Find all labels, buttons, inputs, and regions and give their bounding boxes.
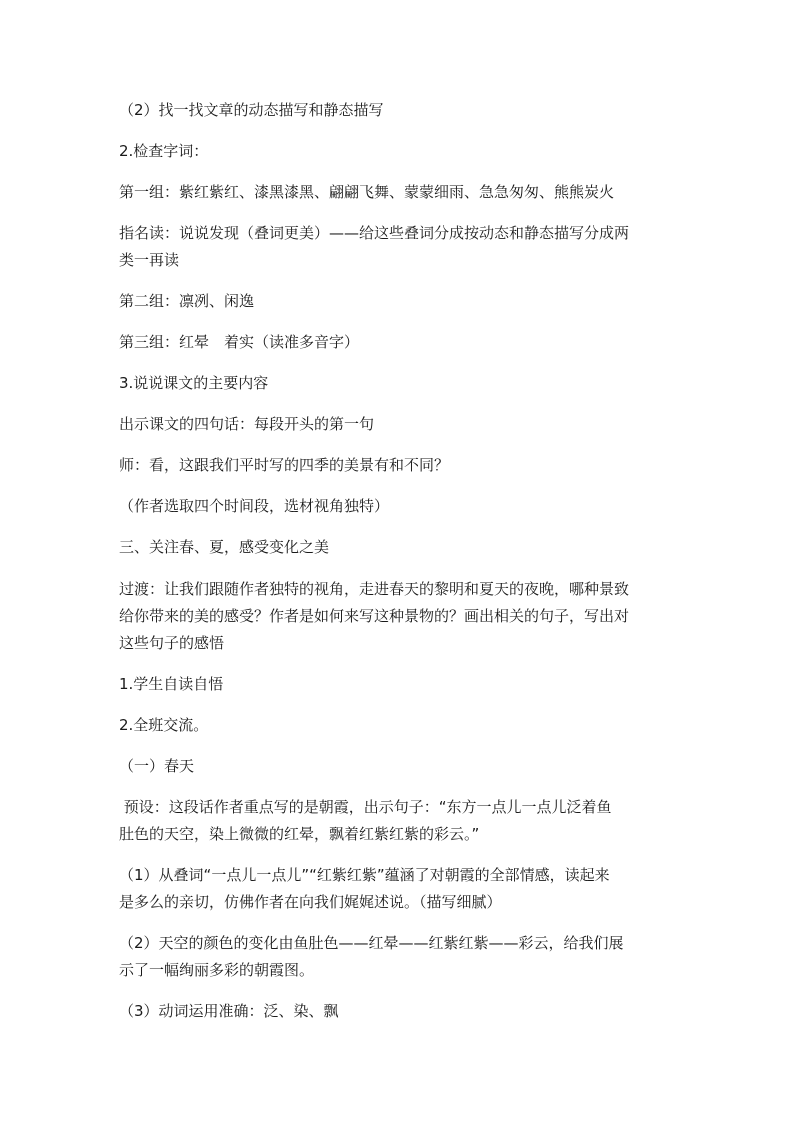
paragraph-point-1-line-2: 是多么的亲切，仿佛作者在向我们娓娓述说。（描写细腻） bbox=[119, 893, 502, 911]
paragraph-four-sentences: 出示课文的四句话：每段开头的第一句 bbox=[119, 415, 375, 433]
paragraph-group-3: 第三组：红晕 着实（读准多音字） bbox=[119, 333, 360, 351]
paragraph-point-2-line-1: （2）天空的颜色的变化由鱼肚色——红晕——红紫红紫——彩云，给我们展 bbox=[119, 934, 624, 952]
paragraph-read-line-2: 类一再读 bbox=[119, 251, 180, 269]
section-heading-3: 三、关注春、夏，感受变化之美 bbox=[119, 538, 330, 556]
paragraph-preset-line-2: 肚色的天空，染上微微的红晕，飘着红紫红紫的彩云。” bbox=[119, 825, 480, 843]
paragraph-transition-line-1: 过渡：让我们跟随作者独特的视角，走进春天的黎明和夏天的夜晚，哪种景致 bbox=[119, 580, 630, 598]
paragraph-point-2-line-2: 示了一幅绚丽多彩的朝霞图。 bbox=[119, 961, 315, 979]
paragraph-read-line-1: 指名读：说说发现（叠词更美）——给这些叠词分成按动态和静态描写分成两 bbox=[119, 224, 630, 242]
paragraph-group-1: 第一组：紫红紫红、漆黑漆黑、翩翩飞舞、蒙蒙细雨、急急匆匆、熊熊炭火 bbox=[119, 183, 615, 201]
paragraph-transition-line-3: 这些句子的感悟 bbox=[119, 634, 225, 652]
paragraph-task-2: （2）找一找文章的动态描写和静态描写 bbox=[119, 101, 384, 119]
paragraph-teacher-question: 师：看，这跟我们平时写的四季的美景有和不同？ bbox=[119, 456, 450, 474]
subheading-spring: （一）春天 bbox=[119, 757, 195, 775]
paragraph-point-1-line-1: （1）从叠词“一点儿一点儿”“红紫红紫”蕴涵了对朝霞的全部情感，读起来 bbox=[119, 866, 610, 884]
paragraph-self-read: 1.学生自读自悟 bbox=[119, 675, 224, 693]
paragraph-transition-line-2: 给你带来的美的感受？作者是如何来写这种景物的？画出相关的句子，写出对 bbox=[119, 607, 630, 625]
paragraph-check-words: 2.检查字词： bbox=[119, 142, 209, 160]
paragraph-author-note: （作者选取四个时间段，选材视角独特） bbox=[119, 497, 390, 515]
paragraph-group-2: 第二组：凛冽、闲逸 bbox=[119, 292, 255, 310]
paragraph-preset-line-1: 预设：这段话作者重点写的是朝霞，出示句子：“东方一点儿一点儿泛着鱼 bbox=[119, 798, 612, 816]
paragraph-class-exchange: 2.全班交流。 bbox=[119, 716, 209, 734]
paragraph-main-content: 3.说说课文的主要内容 bbox=[119, 374, 269, 392]
paragraph-point-3: （3）动词运用准确：泛、染、飘 bbox=[119, 1002, 339, 1020]
